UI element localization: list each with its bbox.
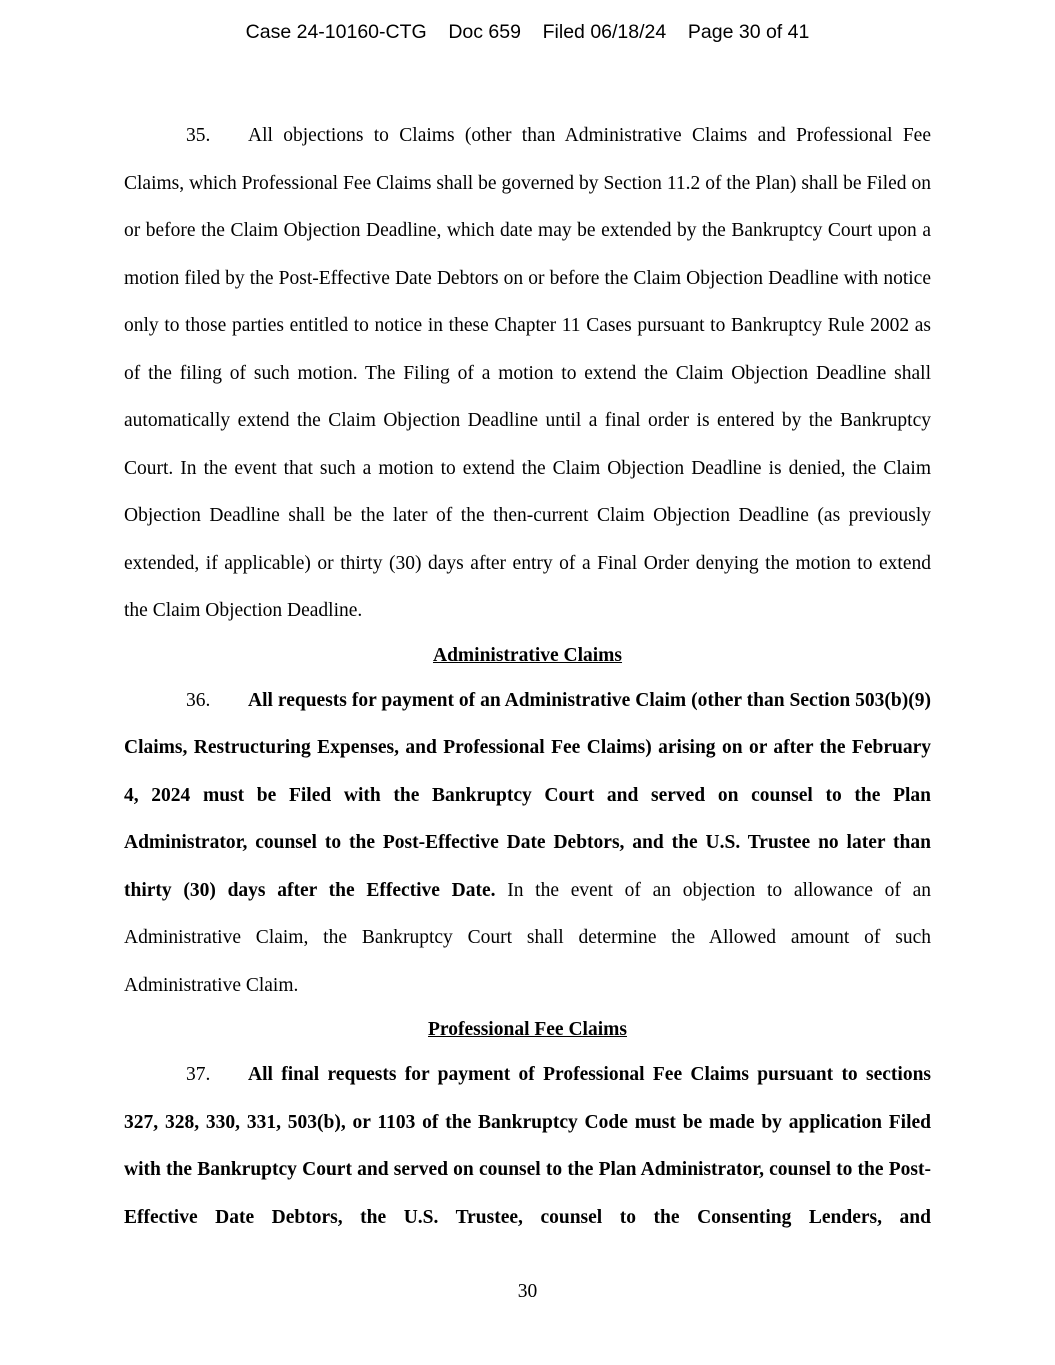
document-body [124, 112, 931, 1241]
paragraph-35 [124, 112, 931, 635]
section-heading-administrative-claims: Administrative Claims [432, 644, 623, 666]
paragraph-number: 36. [186, 689, 211, 711]
paragraph-number: 35. [186, 125, 211, 146]
paragraph-36 [124, 677, 931, 1010]
paragraph-number: 37. [186, 1064, 211, 1085]
paragraph-text: In the event of an objection to allowance of an Administrative Claim, the Bankruptcy Court shall determine the Allowed amount of such Administrative Claim. [124, 879, 931, 996]
section-heading-professional-fee-claims: Professional Fee Claims [428, 1019, 627, 1040]
page-number: 30 [517, 1281, 538, 1302]
case-header: Case 24-10160-CTG Doc 659 Filed 06/18/24 Page 30 of 41 [245, 21, 810, 43]
paragraph-text: All objections to Claims (other than Administrative Claims and Professional Fee Claims, which Professional Fee Claims shall be governed by Section 11.2 of the Plan) shall be Filed on or before the Claim Objection Deadline, which date may be extended by the Bankruptcy Court upon a motion filed by the Post-Effective Date Debtors on or before the Claim Objection Deadline with notice only to those parties entitled to notice in these Chapter 11 Cases pursuant to Bankruptcy Rule 2002 as of the filing of such motion. The Filing of a motion to extend the Claim Objection Deadline shall automatically extend the Claim Objection Deadline until a final order is entered by the Bankruptcy Court. In the event that such a motion to extend the Claim Objection Deadline is denied, the Claim Objection Deadline shall be the later of the then-current Claim Objection Deadline (as previously extended, if applicable) or thirty (30) days after entry of a Final Order denying the motion to extend the Claim Objection Deadline. [124, 125, 931, 621]
paragraph-37 [124, 1051, 931, 1241]
paragraph-bold-text: All final requests for payment of Professional Fee Claims pursuant to sections 327, 328, 330, 331, 503(b), or 1103 of the Bankruptcy Code must be made by application Filed with the Bankruptcy Court and served on counsel to the Plan Administrator, counsel to the Post-Effective Date Debtors, the U.S. Trustee, counsel to the Consenting Lenders, and [124, 1064, 931, 1228]
paragraph-bold-text: All requests for payment of an Administrative Claim (other than Section 503(b)(9) Claims, Restructuring Expenses, and Professional Fee Claims) arising on or after the February 4, 2024 must be Filed with the Bankruptcy Court and served on counsel to the Plan Administrator, counsel to the Post-Effective Date Debtors, and the U.S. Trustee no later than thirty (30) days after the Effective Date. [124, 689, 931, 901]
